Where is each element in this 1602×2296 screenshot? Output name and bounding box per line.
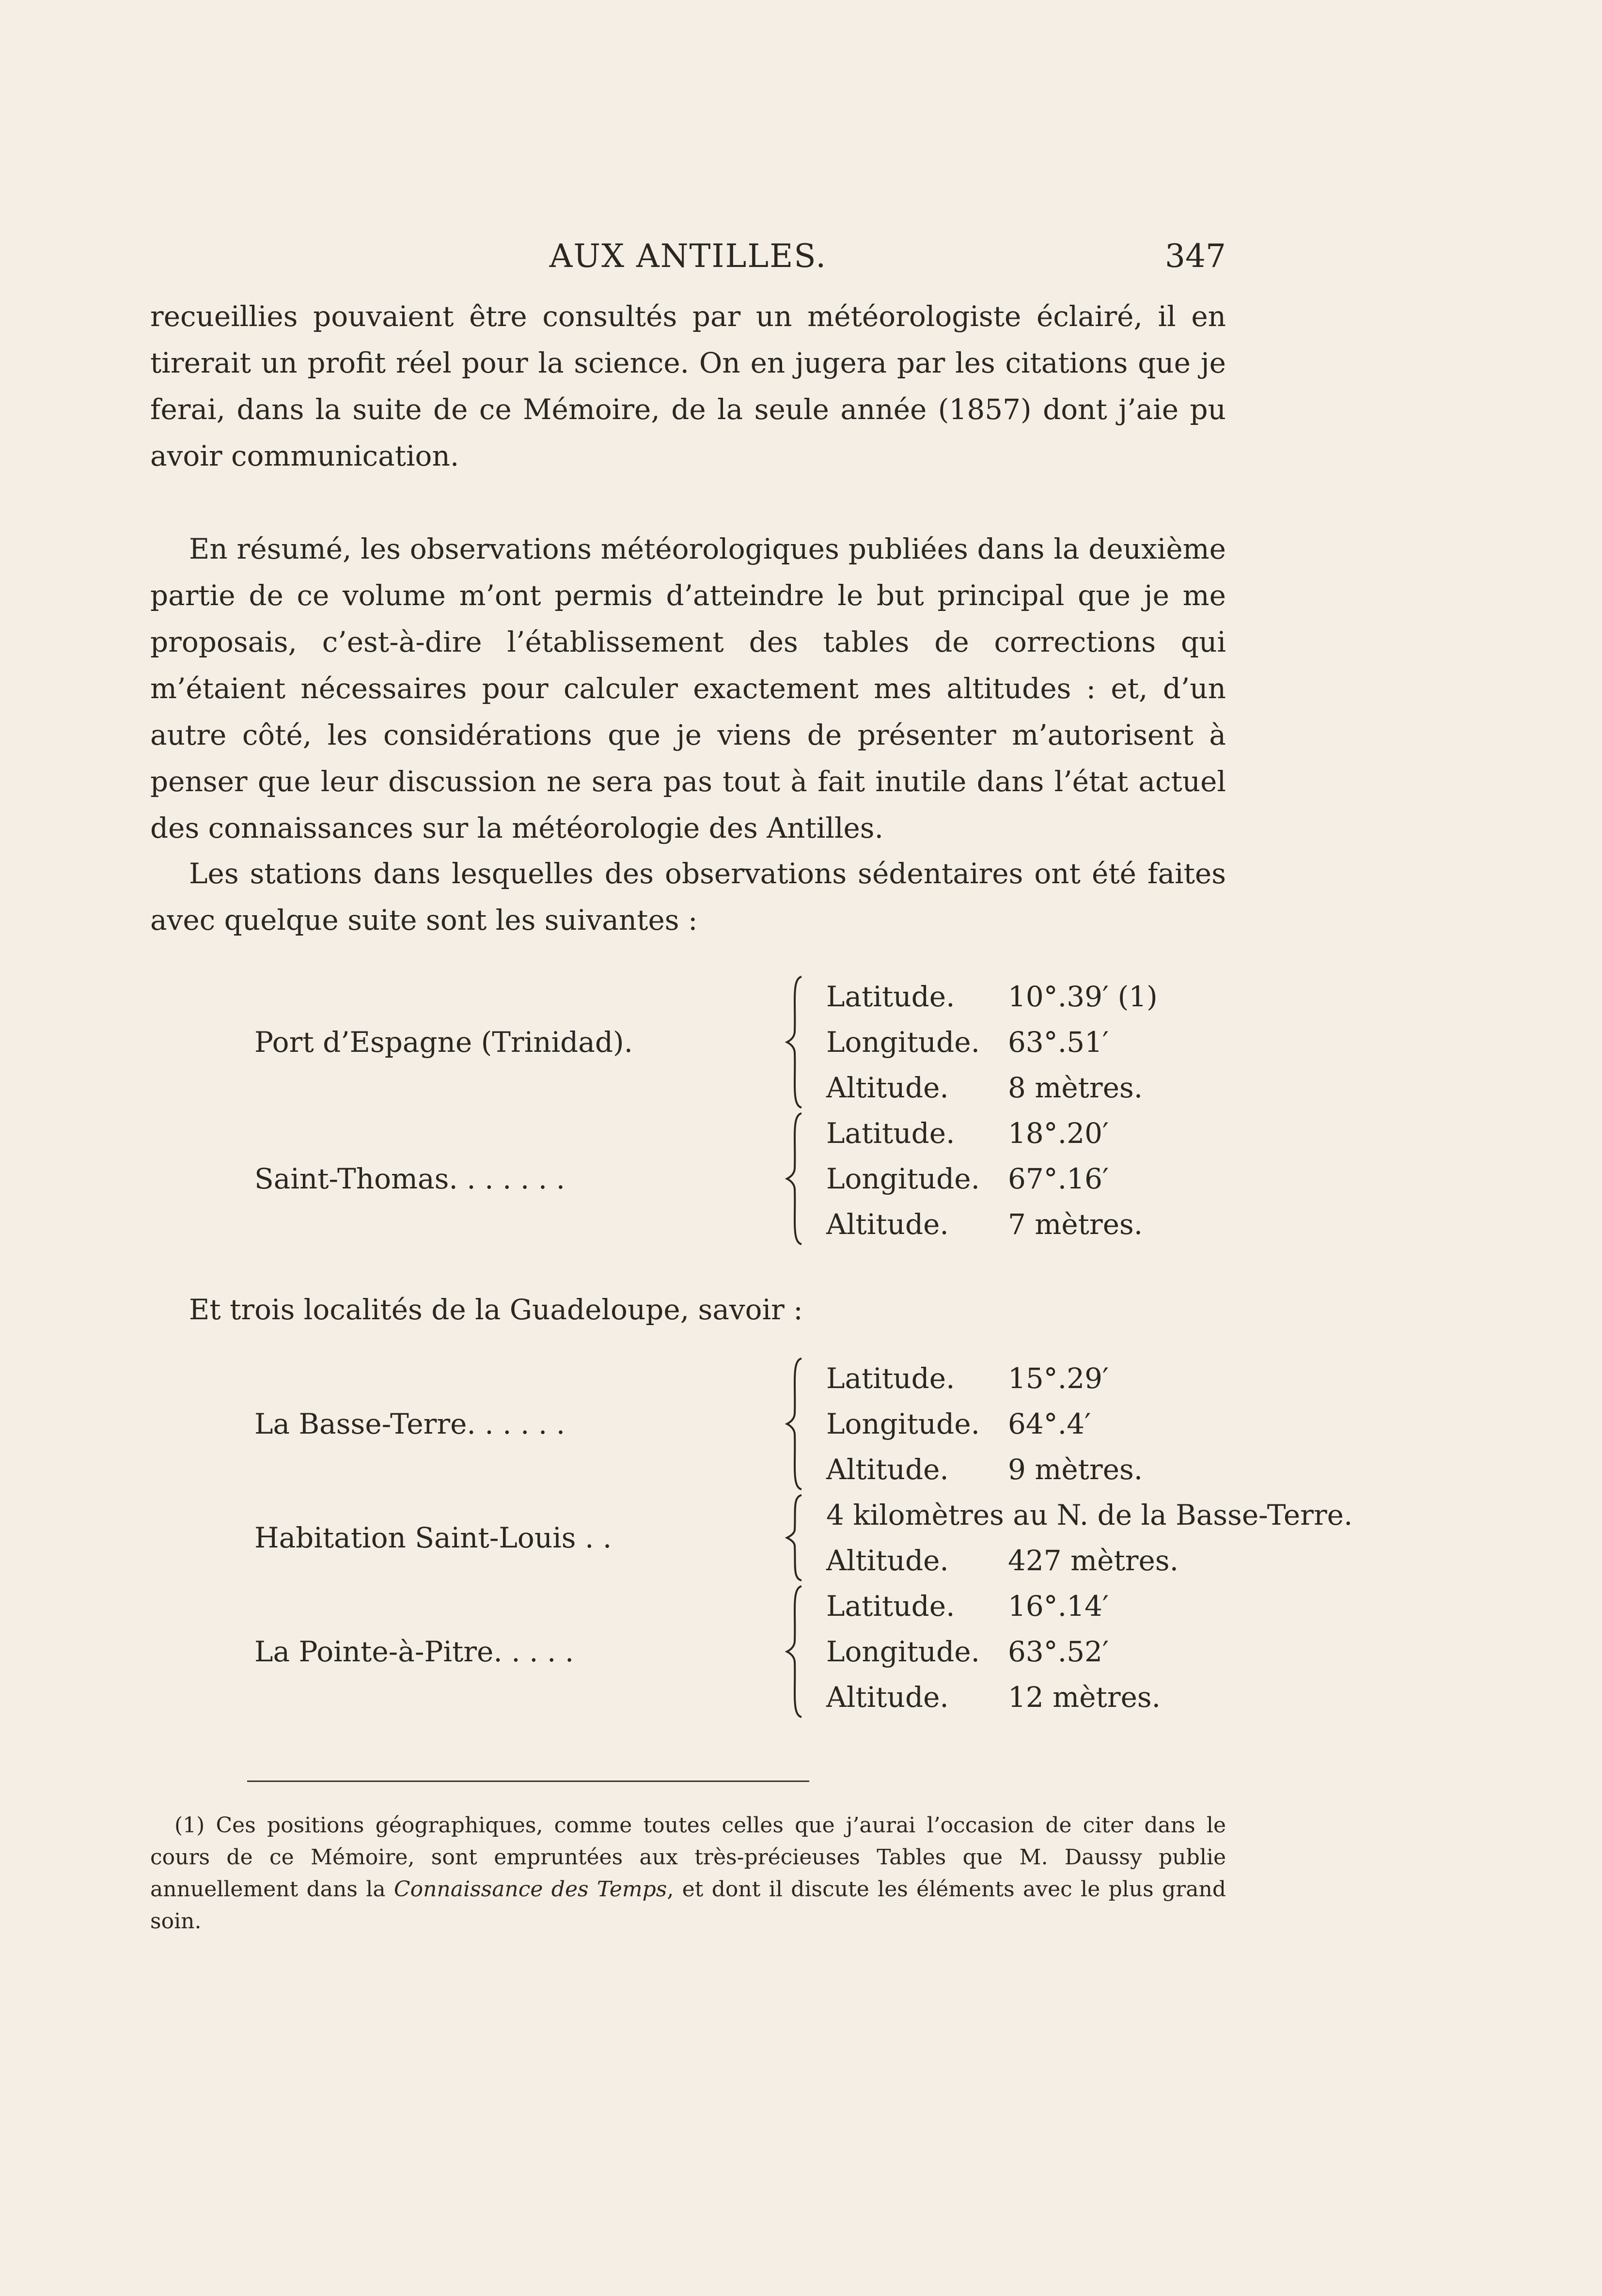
row-label: Latitude. bbox=[826, 980, 955, 1013]
footnote-italic-title: Connaissance des Temps bbox=[393, 1877, 667, 1902]
running-head: AUX ANTILLES. bbox=[549, 237, 827, 275]
longitude-row bbox=[826, 1629, 1161, 1674]
altitude-row bbox=[826, 1538, 1352, 1583]
latitude-row bbox=[826, 1356, 1143, 1401]
row-label: Latitude. bbox=[826, 1362, 955, 1395]
row-label: Longitude. bbox=[826, 1407, 980, 1440]
station-pointe-a-pitre bbox=[150, 1583, 1265, 1720]
footnote-text-start: (1) Ces positions géographiques, comme toutes celles que j’aurai l’occasion de citer dans le cours de ce Mémoire, sont empruntées aux très-précieuses Tables que M. Daussy publie annuellement dans la bbox=[150, 1813, 1226, 1902]
footnote-rule bbox=[247, 1781, 809, 1782]
row-value: 16°.14′ bbox=[1008, 1590, 1109, 1623]
curly-brace bbox=[785, 1356, 804, 1492]
row-label: Altitude. bbox=[826, 1071, 949, 1104]
station-basse-terre bbox=[150, 1356, 1265, 1492]
altitude-row bbox=[826, 1674, 1161, 1720]
row-value: 9 mètres. bbox=[1008, 1453, 1143, 1486]
row-value: 63°.52′ bbox=[1008, 1635, 1109, 1668]
page-header bbox=[150, 237, 1226, 276]
row-value: 8 mètres. bbox=[1008, 1071, 1143, 1104]
location-row bbox=[826, 1492, 1352, 1538]
altitude-row bbox=[826, 1065, 1158, 1110]
station-name: Habitation Saint-Louis . . bbox=[254, 1521, 612, 1554]
station-port-d-espagne bbox=[150, 974, 1265, 1110]
station-saint-thomas bbox=[150, 1110, 1265, 1247]
paragraph-stations-intro: Les stations dans lesquelles des observations sédentaires ont été faites avec quelque suite sont les suivantes : bbox=[150, 857, 1226, 937]
curly-brace bbox=[785, 1492, 804, 1583]
longitude-row bbox=[826, 1156, 1143, 1202]
row-value: 12 mètres. bbox=[1008, 1681, 1161, 1714]
row-value: 64°.4′ bbox=[1008, 1407, 1091, 1440]
station-name: Port d’Espagne (Trinidad). bbox=[254, 1026, 633, 1059]
row-label: Altitude. bbox=[826, 1544, 949, 1577]
row-value: 67°.16′ bbox=[1008, 1162, 1109, 1195]
row-label: Longitude. bbox=[826, 1162, 980, 1195]
longitude-row bbox=[826, 1401, 1143, 1447]
latitude-row bbox=[826, 974, 1158, 1019]
row-value: 63°.51′ bbox=[1008, 1026, 1109, 1059]
altitude-row bbox=[826, 1202, 1143, 1247]
row-value: 10°.39′ (1) bbox=[1008, 980, 1158, 1013]
row-label: Altitude. bbox=[826, 1208, 949, 1241]
station-name: La Basse-Terre. . . . . . bbox=[254, 1407, 565, 1440]
paragraph-continuation: recueillies pouvaient être consultés par un météorologiste éclairé, il en tirerait un profit réel pour la science. On en jugera par les citations que je ferai, dans la suite de ce Mémoire, de la seule année (1857) dont j’aie pu avoir communication. bbox=[150, 300, 1226, 472]
row-label: Longitude. bbox=[826, 1026, 980, 1059]
row-value: 427 mètres. bbox=[1008, 1544, 1179, 1577]
row-value: 15°.29′ bbox=[1008, 1362, 1109, 1395]
footnote bbox=[150, 1810, 1226, 1937]
latitude-row bbox=[826, 1583, 1161, 1629]
row-value: 18°.20′ bbox=[1008, 1117, 1109, 1150]
paragraph-summary: En résumé, les observations météorologiques publiées dans la deuxième partie de ce volume m’ont permis d’atteindre le but principal que je me proposais, c’est-à-dire l’établissement des tables de corrections qui m’étaient nécessaires pour calculer exactement mes altitudes : et, d’un autre côté, les considérations que je viens de présenter m’autorisent à penser que leur discussion ne sera pas tout à fait inutile dans l’état actuel des connaissances sur la météorologie des Antilles. bbox=[150, 532, 1226, 844]
footnote-text-end: , et dont il discute les éléments avec le plus grand soin. bbox=[150, 1877, 1226, 1934]
page-number: 347 bbox=[1165, 237, 1226, 275]
paragraph-guadeloupe-intro: Et trois localités de la Guadeloupe, savoir : bbox=[189, 1293, 803, 1326]
row-label: Altitude. bbox=[826, 1681, 949, 1714]
row-label: Altitude. bbox=[826, 1453, 949, 1486]
station-name: Saint-Thomas. . . . . . . bbox=[254, 1162, 565, 1195]
longitude-row bbox=[826, 1019, 1158, 1065]
row-label: Longitude. bbox=[826, 1635, 980, 1668]
row-value: 7 mètres. bbox=[1008, 1208, 1143, 1241]
station-habitation-saint-louis bbox=[150, 1492, 1353, 1583]
altitude-row bbox=[826, 1447, 1143, 1492]
curly-brace bbox=[785, 974, 804, 1110]
station-name: La Pointe-à-Pitre. . . . . bbox=[254, 1635, 574, 1668]
latitude-row bbox=[826, 1110, 1143, 1156]
curly-brace bbox=[785, 1583, 804, 1720]
row-label: Latitude. bbox=[826, 1590, 955, 1623]
curly-brace bbox=[785, 1110, 804, 1247]
location-text: 4 kilomètres au N. de la Basse-Terre. bbox=[826, 1499, 1353, 1531]
row-label: Latitude. bbox=[826, 1117, 955, 1150]
